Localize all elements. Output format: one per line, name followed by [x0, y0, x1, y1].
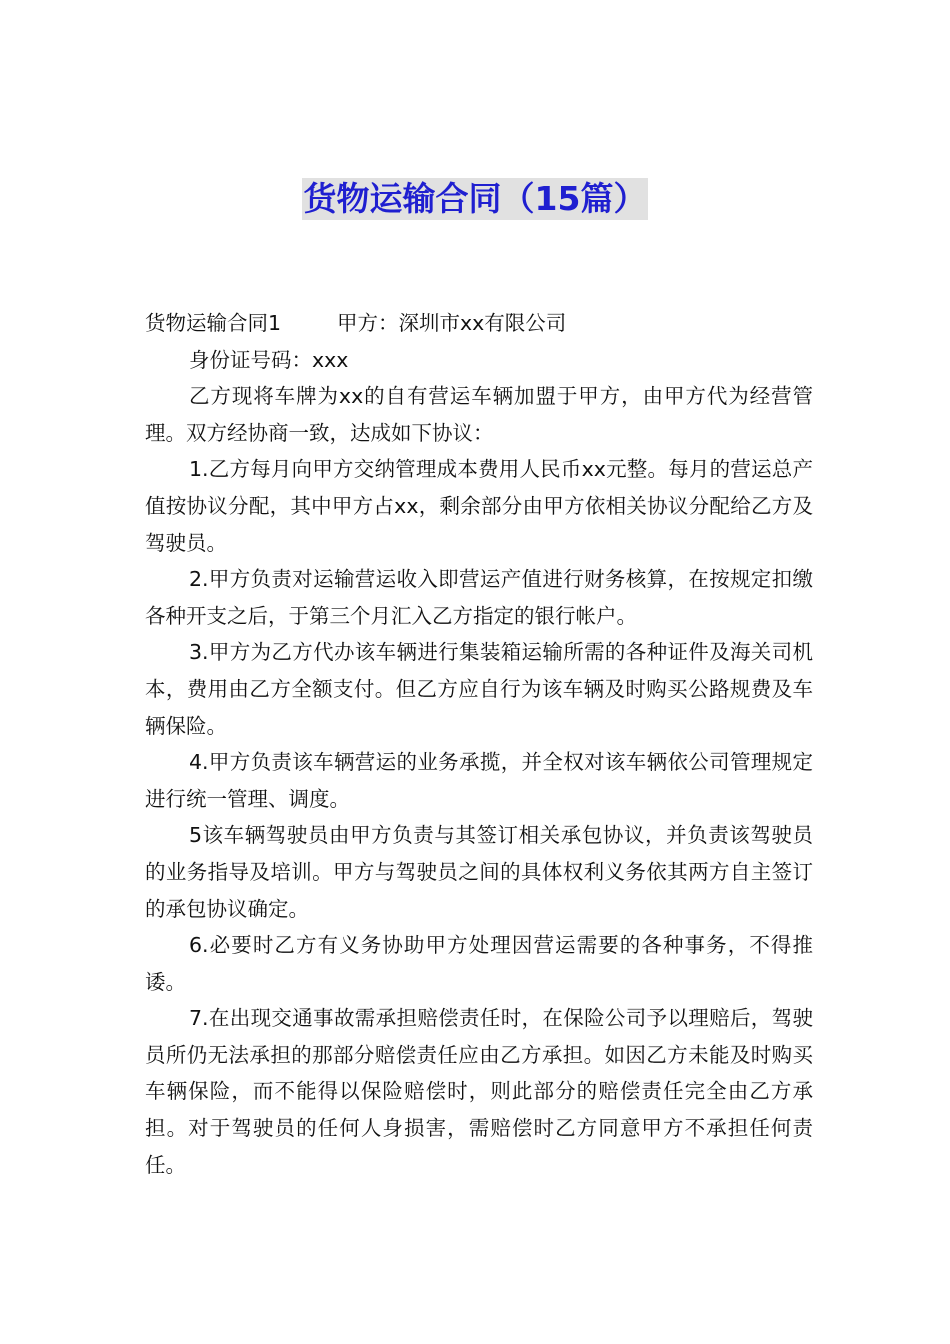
clause-1: 1.乙方每月向甲方交纳管理成本费用人民币xx元整。每月的营运总产值按协议分配，其中甲方占xx，剩余部分由甲方依相关协议分配给乙方及驾驶员。	[145, 457, 813, 555]
clause-3: 3.甲方为乙方代办该车辆进行集装箱运输所需的各种证件及海关司机本，费用由乙方全额支付。但乙方应自行为该车辆及时购买公路规费及车辆保险。	[145, 640, 813, 738]
paragraph-intro: 乙方现将车牌为xx的自有营运车辆加盟于甲方，由甲方代为经营管理。双方经协商一致，达成如下协议：	[145, 384, 813, 445]
party-a: 甲方：深圳市xx有限公司	[337, 311, 567, 335]
clause-2: 2.甲方负责对运输营运收入即营运产值进行财务核算，在按规定扣缴各种开支之后，于第三个月汇入乙方指定的银行帐户。	[145, 567, 813, 628]
title-container	[0, 178, 950, 220]
clause-4: 4.甲方负责该车辆营运的业务承揽，并全权对该车辆依公司管理规定进行统一管理、调度。	[145, 750, 813, 811]
contract-heading: 货物运输合同1	[145, 311, 282, 335]
contract-body	[145, 305, 813, 1183]
clause-5: 5该车辆驾驶员由甲方负责与其签订相关承包协议，并负责该驾驶员的业务指导及培训。甲方与驾驶员之间的具体权利义务依其两方自主签订的承包协议确定。	[145, 823, 813, 921]
id-number: 身份证号码：xxx	[189, 347, 349, 372]
clause-7: 7.在出现交通事故需承担赔偿责任时，在保险公司予以理赔后，驾驶员所仍无法承担的那部分赔偿责任应由乙方承担。如因乙方未能及时购买车辆保险，而不能得以保险赔偿时，则此部分的赔偿责任完全由乙方承担。对于驾驶员的任何人身损害，需赔偿时乙方同意甲方不承担任何责任。	[145, 1006, 813, 1177]
document-title: 货物运输合同（15篇）	[303, 179, 647, 218]
contract-heading-line	[145, 305, 813, 342]
clause-6: 6.必要时乙方有义务协助甲方处理因营运需要的各种事务，不得推诿。	[145, 933, 813, 994]
